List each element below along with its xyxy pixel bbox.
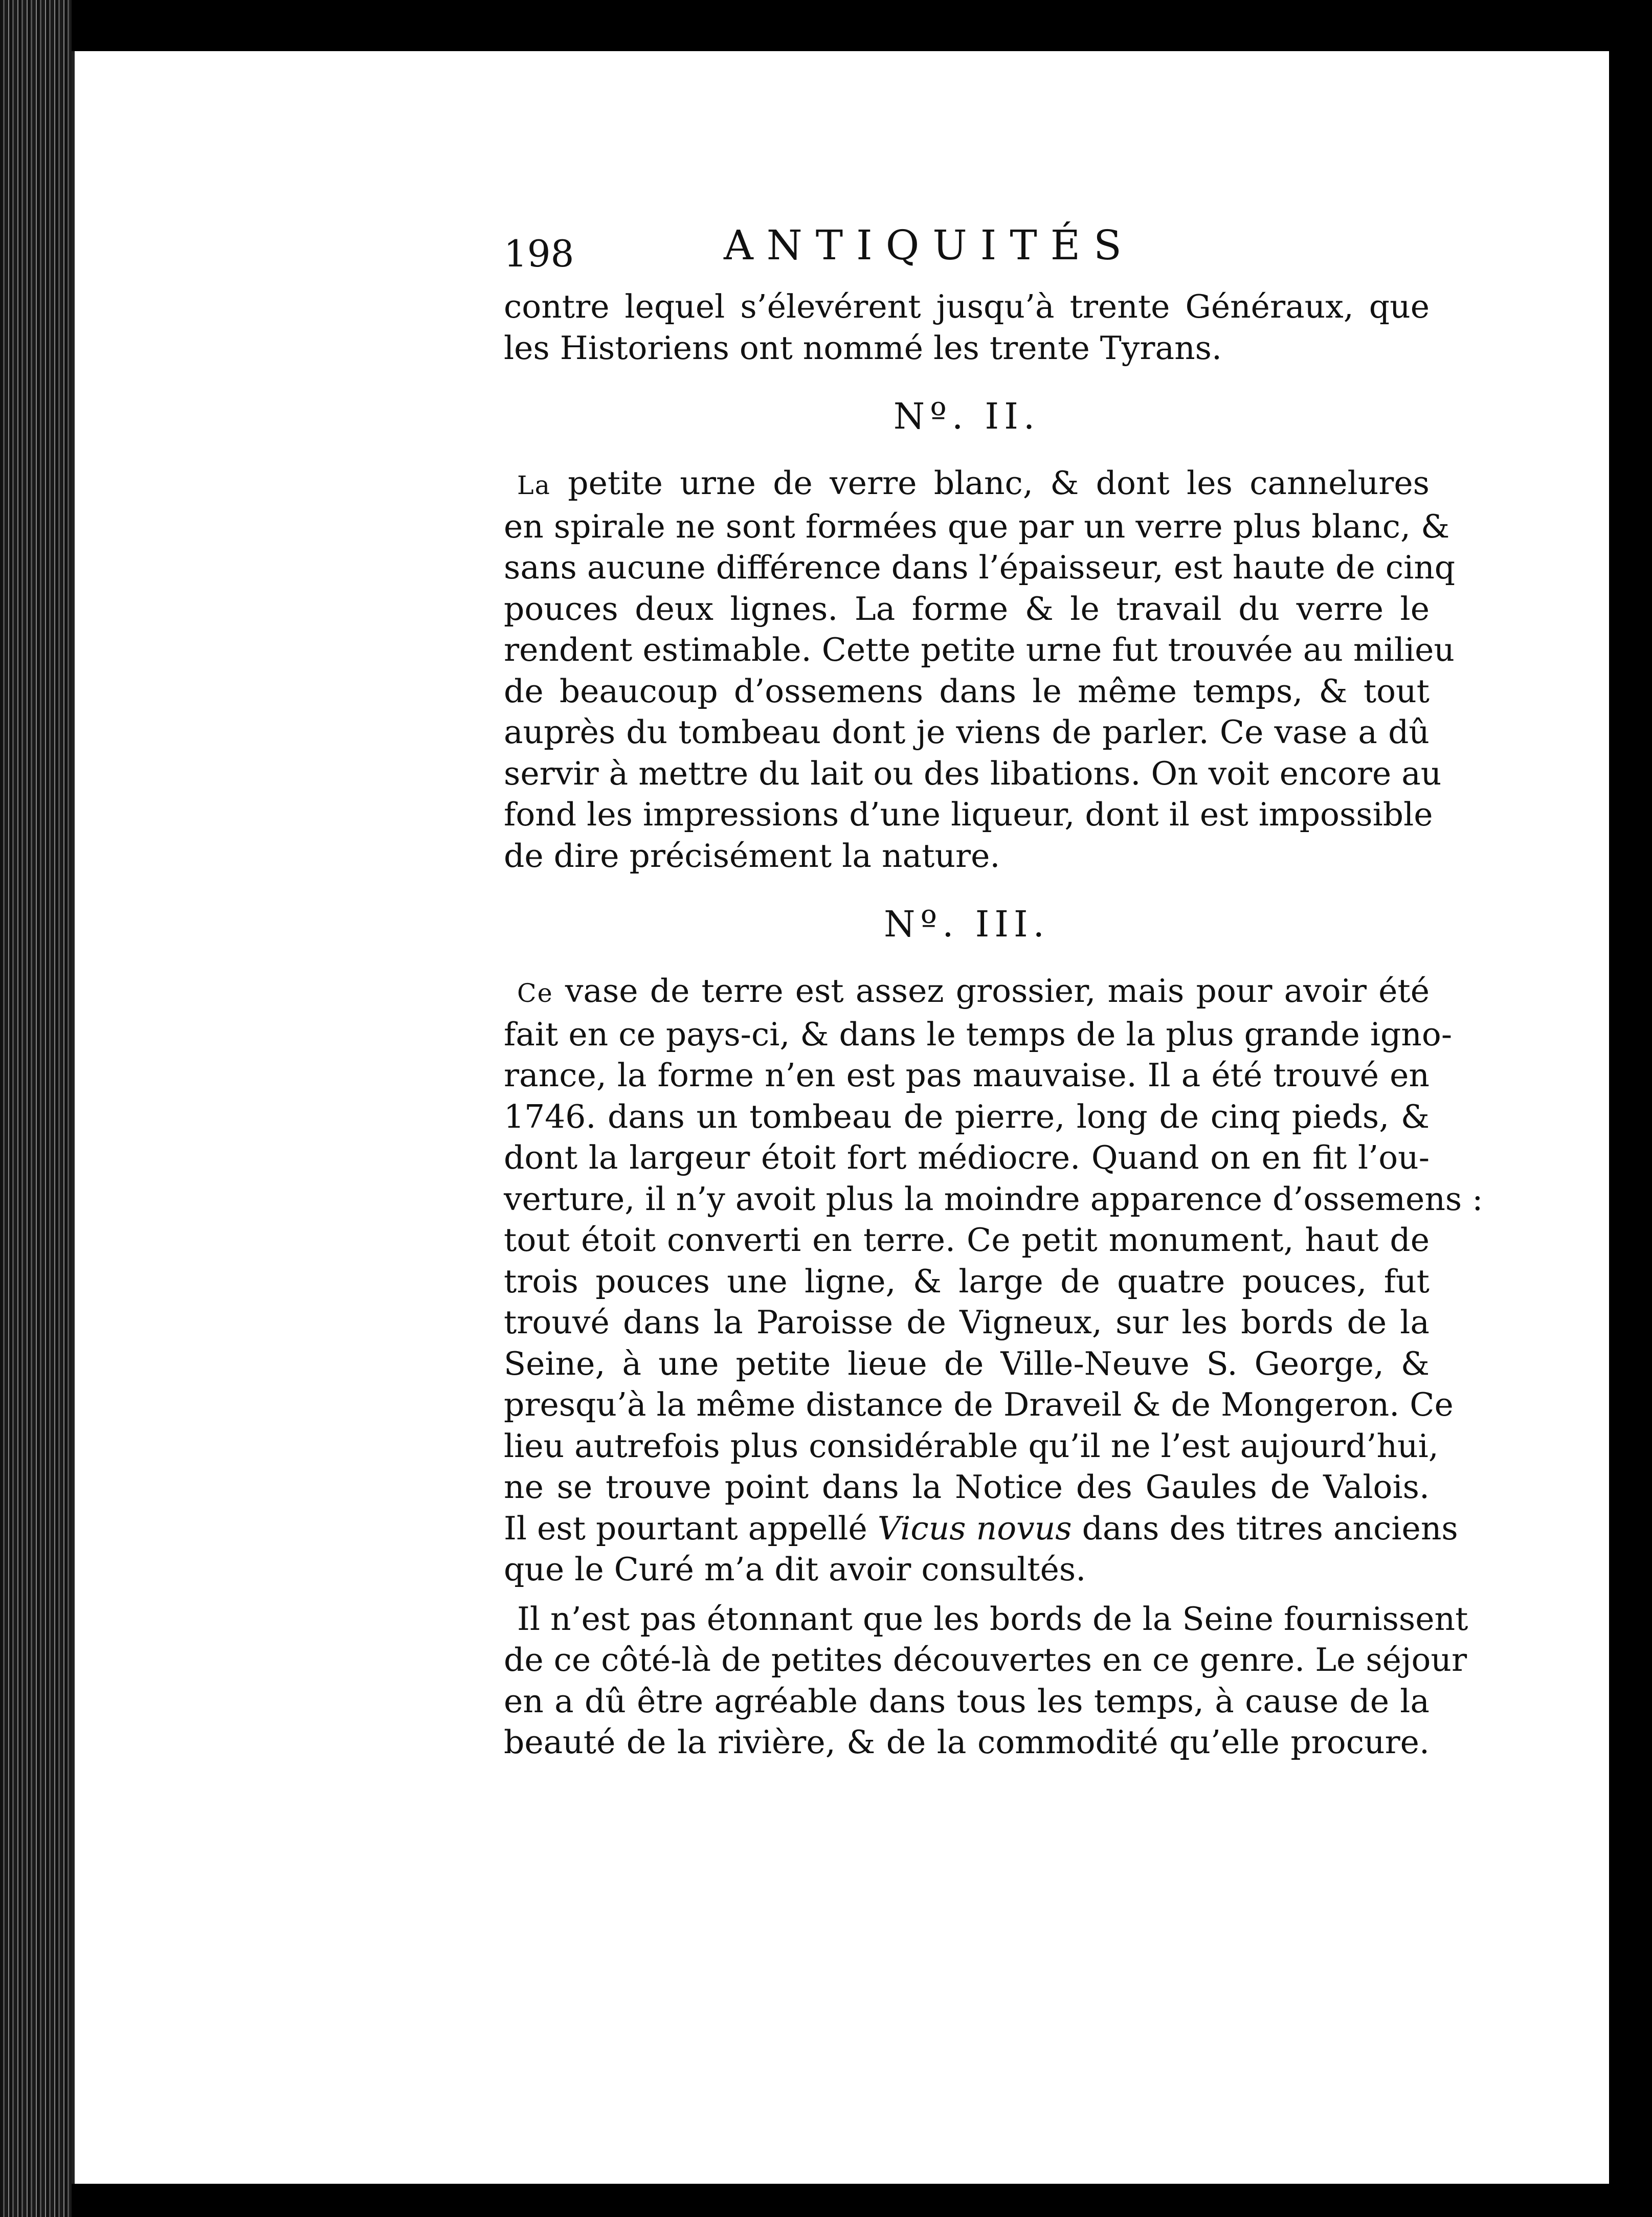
text-line: fond les impressions d’une liqueur, dont il est impossible xyxy=(504,796,1433,833)
text-line: pouces deux lignes. La forme & le travail du verre le xyxy=(504,590,1430,628)
text-line-rest: vase de terre est assez grossier, mais pour avoir été xyxy=(553,972,1430,1010)
drop-word: Ce xyxy=(517,978,553,1008)
text-line: verture, il n’y avoit plus la moindre apparence d’ossemens : xyxy=(504,1180,1483,1218)
text-line: rance, la forme n’en est pas mauvaise. Il a été trouvé en xyxy=(504,1057,1430,1094)
latin-phrase: Vicus novus xyxy=(877,1509,1072,1547)
text-segment: dans des titres anciens xyxy=(1071,1509,1458,1547)
text-line: beauté de la rivière, & de la commodité qu’elle procure. xyxy=(504,1723,1430,1761)
text-line: que le Curé m’a dit avoir consultés. xyxy=(504,1551,1086,1588)
book-binding-edge xyxy=(0,0,72,2217)
section-3-paragraph xyxy=(504,971,1483,1591)
section-heading-2: Nº. II. xyxy=(893,395,1040,437)
text-line: en spirale ne sont formées que par un verre plus blanc, & xyxy=(504,507,1450,545)
section-heading-3: Nº. III. xyxy=(884,903,1050,945)
running-head xyxy=(504,221,1430,286)
text-line: ne se trouve point dans la Notice des Gaules de Valois. xyxy=(504,1468,1430,1506)
text-line xyxy=(504,1508,1458,1550)
text-line: les Historiens ont nommé les trente Tyrans. xyxy=(504,329,1222,367)
text-line: lieu autrefois plus considérable qu’il ne l’est aujourd’hui, xyxy=(504,1427,1439,1465)
text-line: rendent estimable. Cette petite urne fut trouvée au milieu xyxy=(504,631,1455,668)
text-line: de dire précisément la nature. xyxy=(504,837,1000,875)
text-line xyxy=(504,971,1430,1014)
text-line: Il n’est pas étonnant que les bords de la Seine fournissent xyxy=(517,1600,1468,1638)
text-line: Seine, à une petite lieue de Ville-Neuve S. George, & xyxy=(504,1345,1430,1382)
text-line: auprès du tombeau dont je viens de parler. Ce vase a dû xyxy=(504,713,1430,751)
text-line: servir à mettre du lait ou des libations. On voit encore au xyxy=(504,754,1442,792)
section-4-paragraph xyxy=(504,1599,1468,1763)
text-line: dont la largeur étoit fort médiocre. Quand on en fit l’ou- xyxy=(504,1139,1430,1176)
text-line: en a dû être agréable dans tous les temps, à cause de la xyxy=(504,1682,1430,1720)
continued-paragraph xyxy=(504,286,1430,369)
page-number: 198 xyxy=(504,232,574,275)
text-line: 1746. dans un tombeau de pierre, long de cinq pieds, & xyxy=(504,1098,1430,1135)
running-title: ANTIQUITÉS xyxy=(724,221,1135,269)
text-line: presqu’à la même distance de Draveil & de Mongeron. Ce xyxy=(504,1386,1454,1423)
text-line: sans aucune différence dans l’épaisseur, est haute de cinq xyxy=(504,549,1456,586)
text-line: de ce côté-là de petites découvertes en ce genre. Le séjour xyxy=(504,1641,1467,1678)
text-line: fait en ce pays-ci, & dans le temps de la plus grande igno- xyxy=(504,1015,1453,1053)
drop-word: La xyxy=(517,471,551,500)
paragraph-gap xyxy=(504,1591,1430,1599)
text-line xyxy=(504,463,1430,506)
text-line: contre lequel s’élevérent jusqu’à trente Généraux, que xyxy=(504,288,1430,325)
text-segment: Il est pourtant appellé xyxy=(504,1509,878,1547)
text-line: trois pouces une ligne, & large de quatre pouces, fut xyxy=(504,1262,1430,1300)
text-line: de beaucoup d’ossemens dans le même temps, & tout xyxy=(504,672,1430,710)
text-block xyxy=(504,221,1483,1763)
text-line-rest: petite urne de verre blanc, & dont les cannelures xyxy=(550,464,1430,502)
section-2-paragraph xyxy=(504,463,1456,877)
text-line: tout étoit converti en terre. Ce petit monument, haut de xyxy=(504,1221,1430,1259)
text-line: trouvé dans la Paroisse de Vigneux, sur les bords de la xyxy=(504,1304,1430,1341)
